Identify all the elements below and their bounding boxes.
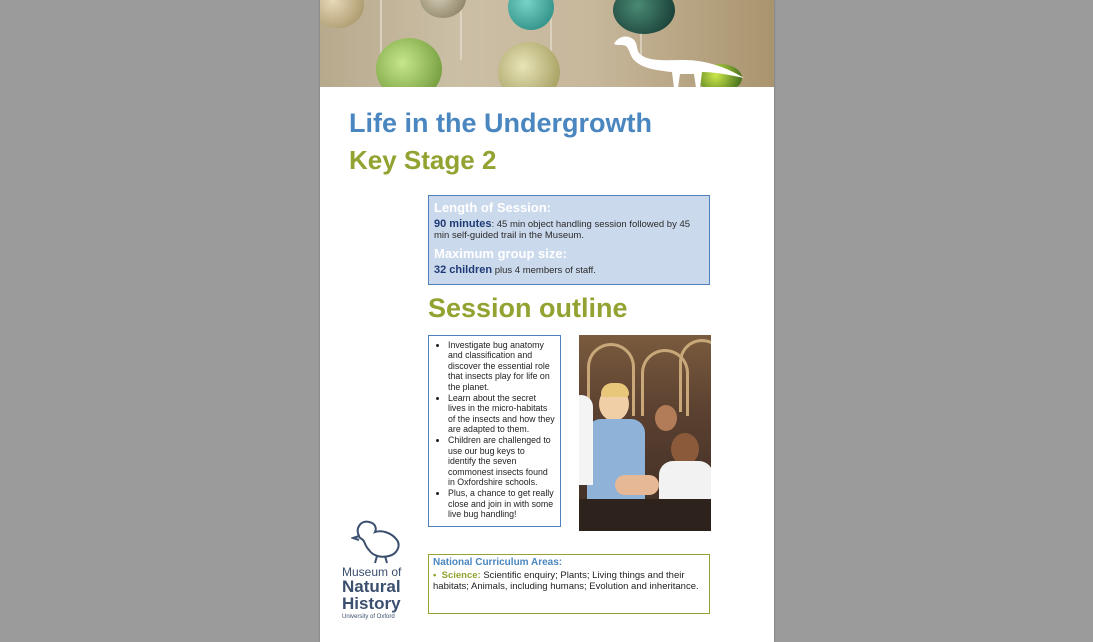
group-size-highlight: 32 children (434, 263, 493, 276)
session-outline-title: Session outline (428, 293, 628, 323)
page-title: Life in the Undergrowth (349, 108, 652, 138)
group-size-detail: plus 4 members of staff. (492, 264, 596, 276)
dinosaur-silhouette-icon (608, 30, 748, 87)
curriculum-science: • Science: Scientific enquiry; Plants; Living things and their habitats; Animals, including humans; Evolution and inheritance. (433, 570, 699, 593)
beetle-image (508, 0, 554, 30)
beetle-image (376, 38, 442, 87)
beetle-image (613, 0, 675, 34)
beetle-image (320, 0, 364, 28)
dodo-icon (351, 518, 403, 564)
page-subtitle: Key Stage 2 (349, 145, 497, 175)
length-detail: : 45 min object handling session followed by 45 min self-guided trail in the Museum. (434, 219, 691, 241)
session-info-box (428, 195, 710, 285)
length-heading: Length of Session: (434, 200, 551, 215)
session-outline-box (428, 335, 561, 527)
logo-history: History (342, 594, 401, 613)
logo-university: University of Oxford (342, 614, 395, 620)
length-highlight: 90 minutes (434, 218, 492, 230)
curriculum-box (428, 554, 710, 614)
museum-logo (342, 518, 412, 622)
curriculum-heading: National Curriculum Areas: (433, 557, 563, 568)
list-item: • Learn about the secret lives in the micro-habitats of the insects and how they are adapted to them. (448, 393, 555, 435)
list-item: • Children are challenged to use our bug keys to identify the seven commonest insects found in Oxfordshire schools. (448, 435, 555, 487)
length-text (434, 218, 704, 242)
session-outline-list (434, 340, 555, 519)
document-page (320, 0, 774, 642)
logo-natural: Natural (342, 577, 401, 596)
children-bug-handling-photo (579, 335, 711, 531)
list-item: • Investigate bug anatomy and classification and discover the essential role that insects play for life on the planet. (448, 340, 555, 392)
group-size-heading: Maximum group size: (434, 245, 567, 261)
insect-banner-image (320, 0, 774, 87)
group-size-text (434, 264, 704, 277)
list-item: • Plus, a chance to get really close and join in with some live bug handling! (448, 488, 555, 519)
science-label: Science: (441, 570, 481, 581)
science-text: Scientific enquiry; Plants; Living things and their habitats; Animals, including humans; Evolution and inheritance. (433, 570, 699, 593)
logo-museum-of: Museum of (342, 565, 402, 579)
